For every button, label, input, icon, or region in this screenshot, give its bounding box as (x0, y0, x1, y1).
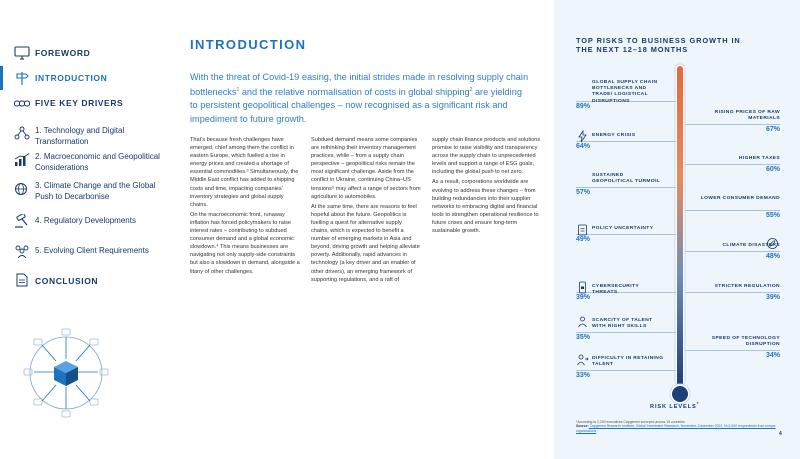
risk-leader-line (685, 251, 780, 252)
risk-value: 55% (765, 212, 780, 220)
risk-value: 64% (576, 143, 591, 151)
nav-item-introduction[interactable]: INTRODUCTION (35, 73, 108, 83)
source-label: Source: (576, 424, 589, 429)
risk-label: CYBERSECURITY THREATS (592, 284, 639, 296)
footnote (576, 420, 776, 433)
risk-value: 35% (576, 334, 591, 342)
nav-item-driver-5[interactable]: 5. Evolving Client Requirements (35, 246, 149, 255)
risk-label: SPEED OF TECHNOLOGY DISRUPTION (711, 336, 780, 348)
risk-value: 48% (765, 253, 780, 261)
risk-label: CLIMATE DISASTERS (722, 243, 780, 248)
risk-label: DIFFICULTY IN RETAINING TALENT (592, 356, 664, 368)
nav-item-five-key-drivers[interactable]: FIVE KEY DRIVERS (35, 98, 124, 108)
team-icon (14, 244, 30, 258)
globe-gear-icon (14, 182, 30, 196)
risk-value: 39% (765, 294, 780, 302)
risk-value: 49% (576, 236, 591, 244)
footnote-line-1: *According to 2,200 executives Capgemini surveyed across 15 countries (576, 420, 685, 424)
risk-leader-line (685, 292, 780, 293)
risk-value: 89% (576, 102, 591, 110)
risk-leader-line (576, 234, 676, 235)
risk-value: 33% (576, 372, 591, 380)
axis-label-text: RISK LEVELS (650, 403, 697, 410)
lede-part-3: are yielding to persistent geopolitical challenges – now recognised as a significant risk and impediment to future growth. (190, 87, 522, 124)
risk-value: 34% (765, 352, 780, 360)
clipboard-icon (576, 223, 589, 236)
paragraph: Subdued demand means some companies are rethinking their inventory management practices, while – from a supply chain perspective – geopolitical risks remain the most significant challenge. Aside from the conflict in Ukraine, continuing China–US tensions⁵ may affect a range of sectors from agriculture to automobiles. (311, 137, 421, 200)
risk-value: 39% (576, 294, 591, 302)
active-indicator (0, 66, 3, 90)
risk-label: POLICY UNCERTAINTY (592, 226, 654, 231)
risk-label: LOWER CONSUMER DEMAND (700, 196, 780, 201)
nav-item-driver-4[interactable]: 4. Regulatory Developments (35, 216, 136, 225)
paragraph: As a result, corporations worldwide are evolving to address these changes – from building redundancies into their supplier networks to embracing digital and financial tools to strengthen operational resilience to future crises and ensure long-term sustainable growth. (432, 179, 539, 235)
lede-part-2: and the relative normalisation of costs in global shipping (239, 87, 470, 98)
paragraph: At the same time, there are reasons to feel hopeful about the future. Geopolitics is fuelling a quest for alternative supply chains, which is expected to benefit a number of emerging markets in Asia and beyond, driving growth and helping alleviate poverty. Additionally, rapid advances in technology (a key driver and an enabler of other drivers), an emerging framework of supporting regulations, and a raft of (311, 203, 420, 283)
risk-label: SCARCITY OF TALENT WITH RIGHT SKILLS (592, 318, 653, 330)
risk-value: 60% (765, 166, 780, 174)
lede-part-1: With the threat of Covid-19 easing, the initial strides made in resolving supply chain bottlenecks (190, 72, 529, 98)
network-people-icon (14, 126, 30, 140)
nav-item-driver-1[interactable]: 1. Technology and Digital Transformation (35, 126, 125, 146)
leaf-storm-icon (766, 237, 779, 250)
lede-footnote-1[interactable]: 1 (236, 87, 240, 94)
risk-label: RISING PRICES OF RAW MATERIALS (714, 110, 780, 122)
risk-leader-line (576, 370, 676, 371)
page-number: 4 (779, 431, 782, 437)
risk-leader-line (576, 332, 676, 333)
signpost-icon (14, 71, 30, 85)
source-link[interactable]: Capgemini Research Institute, Global Investment Research, November–December 2022, N=2,000 respondents from unique organizations (576, 424, 776, 433)
chain-icon (14, 97, 30, 111)
network-cube-illustration (20, 323, 112, 423)
monitor-icon (14, 46, 30, 60)
risk-label: SUSTAINED GEOPOLITICAL TURMOIL (592, 173, 661, 185)
axis-label-asterisk: * (696, 401, 700, 406)
lightning-icon (576, 130, 589, 143)
bar-chart-icon (14, 153, 30, 167)
body-column-2 (311, 136, 421, 286)
nav-item-conclusion[interactable]: CONCLUSION (35, 276, 99, 286)
risk-label: GLOBAL SUPPLY CHAIN BOTTLENECKS AND TRADE/ LOGISTICAL DISRUPTIONS (592, 80, 658, 104)
axis-label (650, 401, 699, 410)
nav-item-driver-2[interactable]: 2. Macroeconomic and Geopolitical Considerations (35, 152, 160, 172)
paragraph: That's because fresh challenges have emerged, chief among them the conflict in eastern Europe, which fuelled a rise in energy prices and created a shortage of essential commodities.³ Simultaneously, the Middle East conflict has added to shipping costs and time, impacting companies' inventory strategies and global supply chains. (190, 137, 299, 208)
paragraph: supply chain finance products and solutions promise to raise visibility and transparency across the supply chain to unprecedented levels and support a range of ESG goals, including the global push to net zero. (432, 137, 541, 176)
document-icon (14, 273, 30, 287)
risk-leader-line (685, 350, 780, 351)
risk-leader-line (576, 187, 676, 188)
risk-leader-line (685, 124, 780, 125)
nav-item-foreword[interactable]: FOREWORD (35, 48, 91, 58)
risk-leader-line (685, 164, 780, 165)
risk-label: STRICTER REGULATION (714, 284, 780, 289)
paragraph: On the macroeconomic front, runaway inflation has forced policymakers to raise interest rates – contributing to subdued consumer demand and a global economic slowdown.⁴ This means businesses are navigating not only supply-side constraints but also a slowdown in demand, alongside a litany of other challenges. (190, 211, 300, 275)
body-column-3 (432, 136, 542, 237)
intro-lede (190, 71, 530, 126)
risk-value: 67% (765, 126, 780, 134)
phone-lock-icon (576, 281, 589, 294)
body-column-1 (190, 136, 300, 278)
sidebar-nav (0, 0, 170, 459)
gavel-icon (14, 214, 30, 228)
person-exit-icon (576, 353, 589, 366)
page-title: INTRODUCTION (190, 37, 307, 52)
person-target-icon (576, 315, 589, 328)
nav-item-driver-3[interactable]: 3. Climate Change and the Global Push to Decarbonise (35, 181, 156, 201)
lede-footnote-2[interactable]: 2 (469, 87, 473, 94)
risk-leader-line (576, 141, 676, 142)
risk-value: 57% (576, 189, 591, 197)
panel-title: TOP RISKS TO BUSINESS GROWTH IN THE NEXT 12–18 MONTHS (576, 36, 741, 55)
risk-leader-line (685, 210, 780, 211)
risk-label: ENERGY CRISIS (592, 133, 636, 138)
risk-label: HIGHER TAXES (738, 156, 780, 161)
